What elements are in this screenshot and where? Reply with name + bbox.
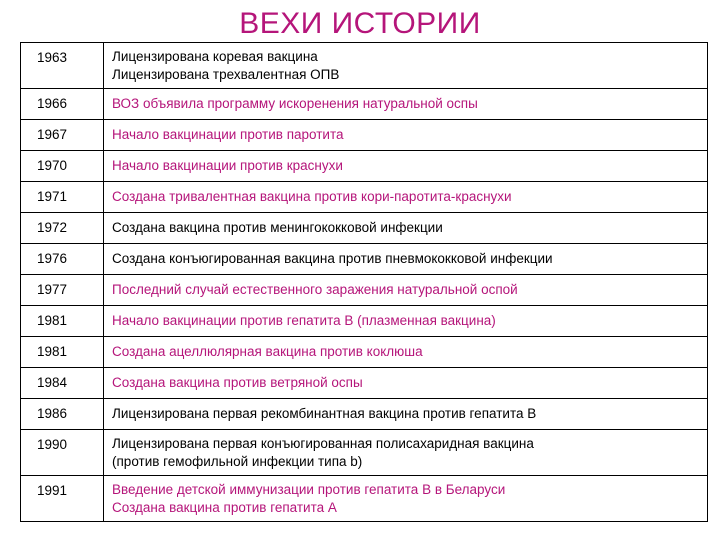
event-text: (против гемофильной инфекции типа b) (112, 453, 363, 469)
event-cell (104, 337, 708, 368)
event-text: ВОЗ объявила программу искоренения натуральной оспы (112, 96, 478, 111)
year-cell: 1984 (21, 368, 104, 399)
event-cell (104, 120, 708, 151)
event-cell (104, 368, 708, 399)
event-cell (104, 182, 708, 213)
year-cell: 1977 (21, 275, 104, 306)
table-row (21, 43, 708, 89)
year-cell: 1976 (21, 244, 104, 275)
event-text: Создана вакцина против менингококковой инфекции (112, 220, 443, 235)
event-text: Создана ацеллюлярная вакцина против коклюша (112, 344, 423, 359)
event-text: Лицензирована первая конъюгированная полисахаридная вакцина (112, 435, 534, 451)
event-cell (104, 430, 708, 476)
table-row (21, 306, 708, 337)
event-text: Введение детской иммунизации против гепатита В в Беларуси (112, 481, 506, 497)
year-cell: 1981 (21, 306, 104, 337)
event-cell (104, 151, 708, 182)
event-text: Начало вакцинации против гепатита В (плазменная вакцина) (112, 313, 496, 328)
table-row (21, 151, 708, 182)
year-cell: 1967 (21, 120, 104, 151)
table-row (21, 399, 708, 430)
event-cell (104, 275, 708, 306)
year-cell: 1971 (21, 182, 104, 213)
event-cell (104, 213, 708, 244)
event-text: Начало вакцинации против краснухи (112, 158, 343, 173)
event-text: Последний случай естественного заражения натуральной оспой (112, 282, 518, 297)
year-cell: 1970 (21, 151, 104, 182)
milestones-table-body (21, 43, 708, 522)
page-title: ВЕХИ ИСТОРИИ (239, 7, 481, 40)
table-row (21, 182, 708, 213)
event-cell (104, 43, 708, 89)
event-text: Лицензирована коревая вакцина (112, 48, 318, 64)
table-row (21, 120, 708, 151)
table-row (21, 476, 708, 522)
event-text: Создана вакцина против гепатита А (112, 499, 337, 515)
event-text: Начало вакцинации против паротита (112, 127, 344, 142)
year-cell: 1986 (21, 399, 104, 430)
event-cell (104, 244, 708, 275)
table-row (21, 275, 708, 306)
table-row (21, 213, 708, 244)
event-text: Лицензирована первая рекомбинантная вакцина против гепатита В (112, 406, 537, 421)
year-cell: 1990 (21, 430, 104, 476)
event-cell (104, 476, 708, 522)
event-text: Лицензирована трехвалентная ОПВ (112, 66, 340, 82)
milestones-table (20, 42, 708, 522)
event-text: Создана тривалентная вакцина против кори-паротита-краснухи (112, 189, 512, 204)
year-cell: 1981 (21, 337, 104, 368)
event-cell (104, 399, 708, 430)
table-row (21, 337, 708, 368)
year-cell: 1963 (21, 43, 104, 89)
year-cell: 1966 (21, 89, 104, 120)
year-cell: 1972 (21, 213, 104, 244)
year-cell: 1991 (21, 476, 104, 522)
table-row (21, 89, 708, 120)
event-cell (104, 89, 708, 120)
table-row (21, 430, 708, 476)
table-row (21, 244, 708, 275)
table-row (21, 368, 708, 399)
event-cell (104, 306, 708, 337)
event-text: Создана вакцина против ветряной оспы (112, 375, 363, 390)
event-text: Создана конъюгированная вакцина против пневмококковой инфекции (112, 251, 553, 266)
